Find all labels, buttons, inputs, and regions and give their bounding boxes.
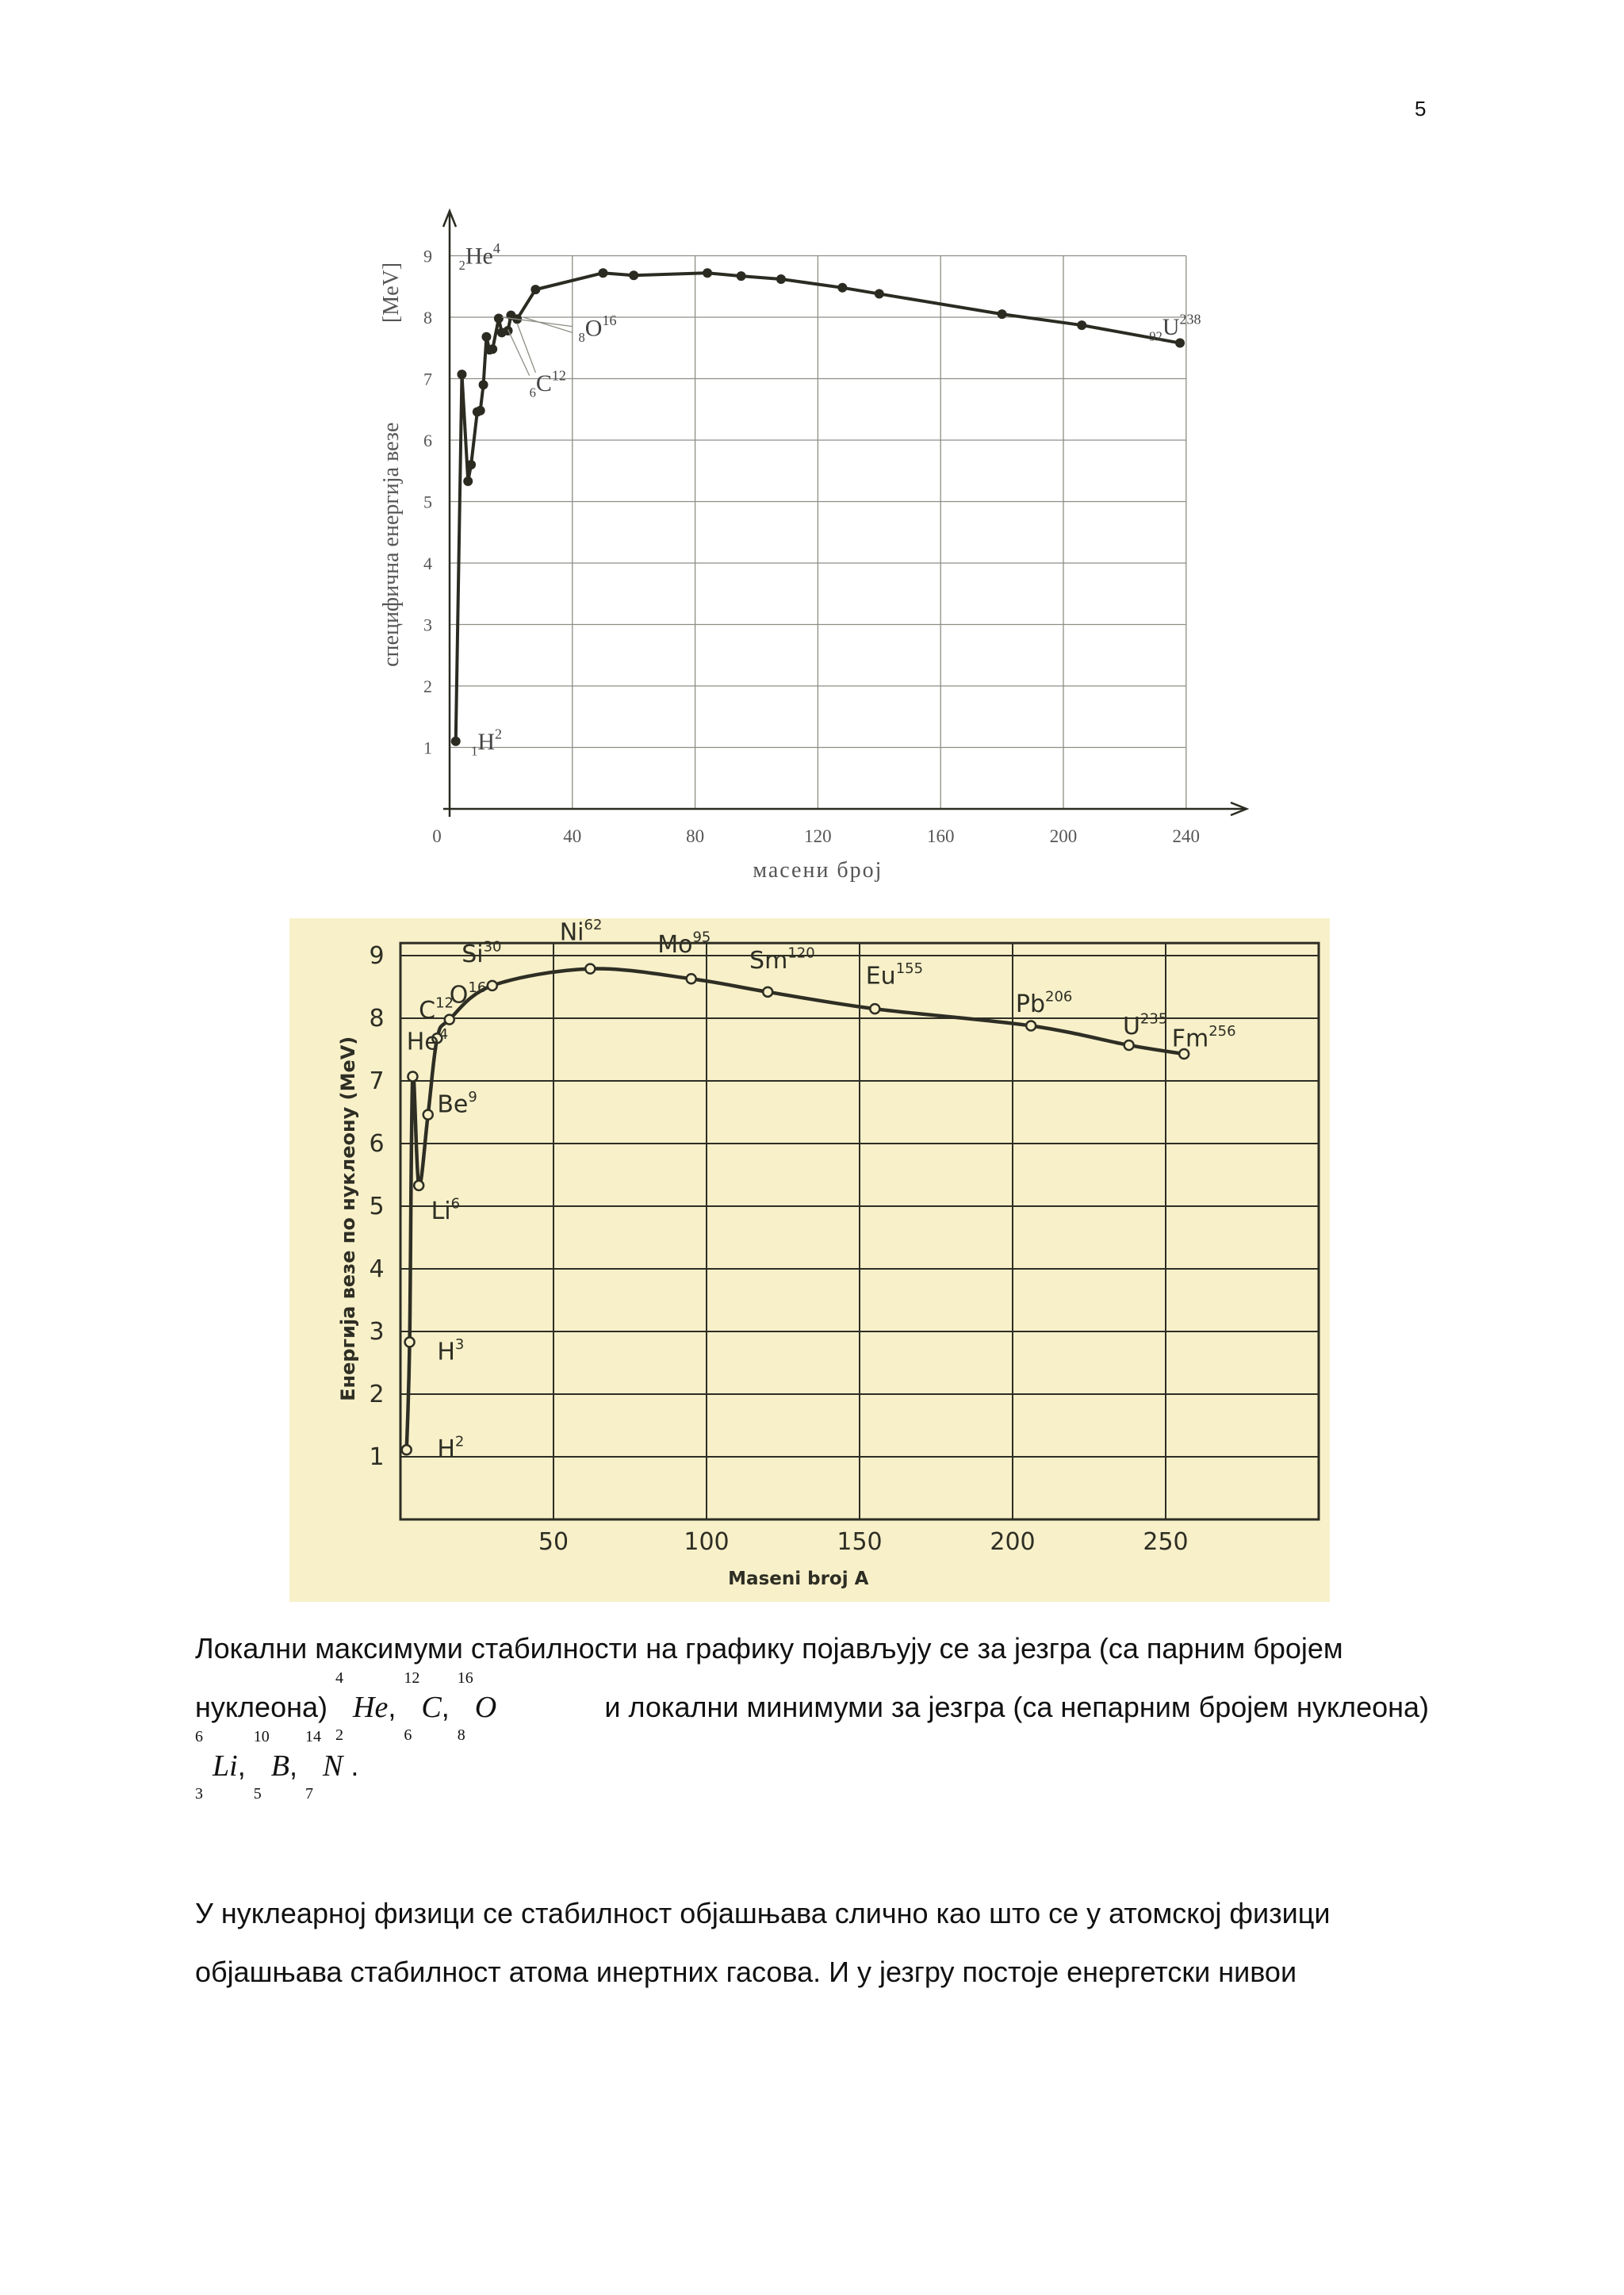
data-point [530,285,540,294]
isotope-label: Be$^9$ [437,1089,477,1119]
y-tick-label: 6 [369,1130,385,1158]
isotope-label: Eu$^{155}$ [865,960,924,990]
y-tick-label: 7 [369,1067,385,1095]
binding-energy-chart-top [349,198,1261,904]
text-line: Локални максимуми стабилности на графику појављују се за језгра (са парним бројем [195,1632,1343,1665]
y-axis-label: Енергија везе по нуклеону (MeV) [337,1036,359,1401]
y-axis-unit: [MeV] [379,262,404,324]
data-point [445,1015,454,1025]
paragraph-line [195,1728,1429,1803]
data-point [457,370,466,379]
data-point [776,274,786,284]
y-tick-label: 3 [369,1318,385,1346]
data-point [629,270,638,280]
x-axis-label: масени број [753,858,883,883]
text-span [195,1669,497,1744]
y-tick-label: 4 [369,1255,385,1283]
paragraph-line [195,1669,1429,1744]
binding-energy-chart-bottom [289,918,1330,1602]
data-point [479,380,488,389]
y-tick-label: 9 [369,942,385,970]
x-tick-label: 200 [1049,826,1078,846]
data-point [998,309,1007,319]
data-point [870,1004,879,1013]
data-point [481,332,491,342]
x-tick-label: 250 [1143,1528,1189,1556]
isotope-label: $C^{12}$ [419,994,454,1025]
data-point [763,987,772,997]
y-tick-label: 8 [423,308,432,328]
data-point [414,1181,423,1190]
x-tick-label: 150 [837,1528,883,1556]
nuclide-o-16: 16 8 O [457,1669,497,1744]
isotope-label: $_8O^{16}$ [578,312,617,345]
annotation-leader [523,317,573,332]
x-tick-label: 160 [926,826,955,846]
data-point [463,477,473,486]
data-point [687,974,696,983]
isotope-label: $U^{235}$ [1122,1010,1168,1040]
y-tick-label: 7 [423,369,432,389]
isotope-label: Fm$^{256}$ [1171,1023,1236,1053]
paragraph-nuclear-stability [195,1884,1429,2002]
data-point [488,981,497,990]
data-point [875,289,884,299]
comma: , [289,1749,297,1782]
data-point [405,1337,415,1347]
data-point [476,406,485,416]
isotope-label: He$^4$ [406,1026,449,1056]
annotation-leader [517,324,535,373]
data-point [451,737,461,746]
data-point [585,964,595,974]
y-tick-label: 2 [369,1381,385,1408]
nuclide-c-12: 12 6 C [404,1669,442,1744]
paragraph-line [195,1884,1429,1943]
data-point [408,1071,417,1081]
text-fragment: нуклеона) [195,1691,327,1723]
isotope-label: Si$^{30}$ [462,938,502,968]
isotope-label: $H^2$ [437,1433,465,1463]
isotope-label: Pb$^{206}$ [1015,988,1073,1019]
isotope-label: Ni$^{62}$ [559,918,603,947]
y-axis-label: специфична енергија везе [379,422,404,667]
data-point [423,1110,433,1120]
isotope-label: $O^{16}$ [449,979,487,1010]
isotope-label: Mo$^{95}$ [657,929,711,960]
y-tick-label: 5 [369,1193,385,1220]
x-tick-label: 240 [1172,826,1201,846]
x-tick-label: 50 [538,1528,569,1556]
x-tick-label: 40 [563,826,582,846]
data-point [488,344,497,354]
y-tick-label: 8 [369,1005,385,1033]
data-point [494,314,504,324]
data-point [1026,1021,1036,1030]
y-tick-label: 1 [369,1443,385,1471]
y-tick-label: 3 [423,615,432,635]
y-tick-label: 5 [423,492,432,512]
text-line: У нуклеарној физици се стабилност објашњава слично као што се у атомској физици [195,1897,1331,1929]
nuclide-li-6: 6 3 Li [195,1728,238,1803]
y-tick-label: 9 [423,246,432,266]
period: . [350,1749,359,1782]
x-tick-label: 0 [432,826,442,846]
paragraph-line [195,1943,1429,2002]
y-tick-label: 4 [423,554,432,573]
data-point [837,283,847,293]
isotope-label: $_1H^2$ [471,726,503,759]
nuclide-b-10: 10 5 B [253,1728,289,1803]
isotope-label: $_6C^{12}$ [529,367,566,400]
data-point [504,326,513,335]
text-fragment: и локални минимуми за језгра (са непарним бројем нуклеона) [604,1691,1429,1723]
data-point [402,1445,412,1454]
x-tick-label: 120 [804,826,832,846]
x-axis-label: Maseni broj A [728,1569,869,1589]
x-tick-label: 80 [686,826,705,846]
isotope-label: $_2He^4$ [458,240,500,273]
isotope-label: Li$^6$ [431,1195,461,1225]
nuclide-n-14: 14 7 N [304,1728,343,1803]
isotope-label: $H^3$ [437,1336,465,1366]
comma: , [441,1691,450,1723]
paragraph-line [195,1619,1429,1678]
data-point [1077,320,1086,330]
isotope-label: $_{92}U^{238}$ [1149,311,1201,344]
y-tick-label: 6 [423,431,432,450]
nuclide-he-4: 4 2 He [335,1669,389,1744]
data-point [703,268,712,278]
isotope-label: Sm$^{120}$ [749,944,815,975]
text-line: објашњава стабилност атома инертних гасова. И у језгру постоје енергетски нивои [195,1956,1297,1988]
annotation-leader [508,330,530,376]
comma: , [388,1691,396,1723]
paragraph-local-extrema [195,1619,1429,1803]
data-point [737,271,746,281]
page-number: 5 [1415,97,1427,121]
data-point [466,460,476,469]
data-point [599,268,608,278]
x-tick-label: 200 [990,1528,1036,1556]
comma: , [237,1749,246,1782]
x-tick-label: 100 [684,1528,730,1556]
y-tick-label: 2 [423,676,432,696]
y-tick-label: 1 [423,738,432,758]
data-point [1124,1040,1134,1050]
